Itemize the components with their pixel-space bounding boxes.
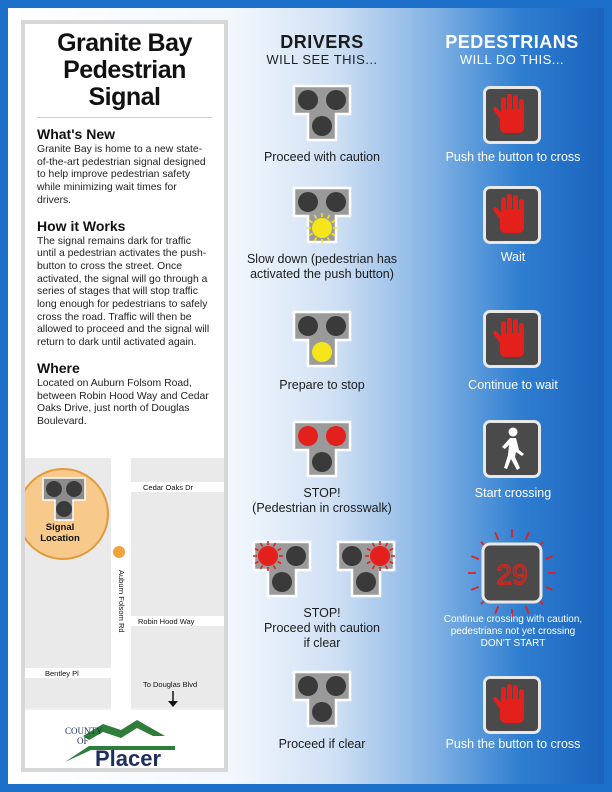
- driver-caption-line: Proceed with caution: [263, 150, 381, 164]
- red-hand-icon: [483, 310, 541, 368]
- traffic-signal-icon: [41, 476, 87, 527]
- driver-caption: [232, 252, 412, 282]
- road-label: To Douglas Blvd: [143, 680, 198, 689]
- pedestrian-caption-line: Push the button to cross: [445, 737, 581, 751]
- red-hand-icon: [483, 186, 541, 244]
- driver-caption-line: STOP!: [303, 486, 341, 500]
- map-block: [131, 458, 226, 708]
- title-line-2: Pedestrian Signal: [63, 56, 186, 111]
- pedestrian-caption-line: Continue crossing with caution,: [443, 614, 583, 625]
- pedestrian-caption-line: DON'T START: [480, 638, 546, 649]
- pedestrian-caption-line: Wait: [500, 250, 526, 264]
- red-hand-icon: [483, 86, 541, 144]
- driver-caption-line: STOP!: [303, 606, 341, 620]
- section-body: Granite Bay is home to a new state-of-the-art pedestrian signal designed to help improve pedestrian safety while minimizing wait times for drivers.: [37, 144, 206, 206]
- section-where: [25, 360, 224, 429]
- section-body: Located on Auburn Folsom Road, between Robin Hood Way and Cedar Oaks Drive, just north of Douglas Boulevard.: [37, 377, 209, 427]
- road-label: Bentley Pl: [45, 669, 79, 678]
- road-label: Robin Hood Way: [138, 617, 195, 626]
- walking-person-icon: [483, 420, 541, 478]
- section-body: The signal remains dark for traffic until a pedestrian activates the push-button to cross the street. Once activated, the signal will go through a series of stages that will stop traffic long enough for pedestrians to safely cross the road. Traffic will then be allowed to proceed and the signal will return to dark until activated again.: [37, 235, 210, 349]
- pedestrian-caption-line: Continue to wait: [468, 378, 558, 392]
- road-label: Auburn Folsom Rd: [117, 570, 126, 633]
- driver-caption-line: Slow down (pedestrian has: [246, 252, 398, 266]
- driver-caption: [232, 150, 412, 165]
- driver-caption: [232, 486, 412, 516]
- title-line-1: Granite Bay: [57, 29, 192, 57]
- traffic-signal-icon: [292, 670, 352, 728]
- pedestrian-caption: [420, 150, 606, 165]
- pedestrian-caption: [420, 250, 606, 265]
- section-heading: Where: [37, 359, 80, 376]
- pedestrians-header: [432, 32, 592, 67]
- page-title: [25, 24, 224, 111]
- traffic-signal-icon: [292, 186, 352, 244]
- driver-caption: [232, 378, 412, 393]
- driver-caption-line: if clear: [303, 636, 341, 650]
- driver-caption: [232, 737, 412, 752]
- signal-label-line: Signal: [45, 522, 75, 533]
- driver-caption-line: Proceed with caution: [263, 621, 381, 635]
- pedestrian-caption-line: Start crossing: [474, 486, 552, 500]
- section-how-it-works: [25, 218, 224, 350]
- driver-caption-line: Proceed if clear: [278, 737, 366, 751]
- pedestrians-subtitle: WILL DO THIS...: [459, 52, 565, 67]
- pedestrian-caption-line: Push the button to cross: [445, 150, 581, 164]
- pedestrian-caption: [420, 486, 606, 501]
- pedestrian-caption: [420, 737, 606, 752]
- location-map: [25, 458, 224, 710]
- driver-caption-line: Prepare to stop: [279, 378, 365, 392]
- drivers-header: [246, 32, 398, 67]
- countdown-number: 29: [496, 559, 528, 590]
- traffic-signal-icon: [336, 540, 396, 598]
- logo-county-text: COUNTY: [65, 726, 103, 736]
- pedestrian-caption: [420, 378, 606, 393]
- pedestrian-caption: [420, 614, 606, 650]
- road-label: Cedar Oaks Dr: [143, 483, 194, 492]
- arrow-down-icon: [167, 691, 179, 707]
- location-dot: [113, 546, 125, 558]
- logo-of-text: OF: [77, 736, 89, 746]
- traffic-signal-icon: [292, 310, 352, 368]
- traffic-signal-icon: [292, 420, 352, 478]
- driver-caption-line: (Pedestrian in crosswalk): [252, 501, 392, 515]
- driver-caption-line: activated the push button): [250, 267, 394, 281]
- traffic-signal-icon: [252, 540, 312, 598]
- countdown-icon: [467, 528, 557, 618]
- drivers-title: DRIVERS: [280, 32, 364, 52]
- pedestrian-caption-line: pedestrians not yet crossing: [450, 626, 576, 637]
- signal-location-label: [25, 522, 95, 544]
- info-panel: [21, 20, 228, 772]
- section-heading: How it Works: [37, 217, 126, 234]
- county-of-placer-logo: [25, 714, 224, 772]
- red-hand-icon: [483, 676, 541, 734]
- driver-caption: [232, 606, 412, 651]
- logo-placer-text: Placer: [95, 746, 162, 771]
- section-whats-new: [25, 126, 224, 208]
- drivers-subtitle: WILL SEE THIS...: [266, 52, 378, 67]
- section-heading: What's New: [37, 126, 116, 142]
- signal-location-marker: [21, 468, 109, 560]
- title-divider: [37, 117, 212, 118]
- pedestrians-title: PEDESTRIANS: [445, 32, 579, 52]
- signal-label-line: Location: [40, 533, 80, 544]
- traffic-signal-icon: [292, 84, 352, 142]
